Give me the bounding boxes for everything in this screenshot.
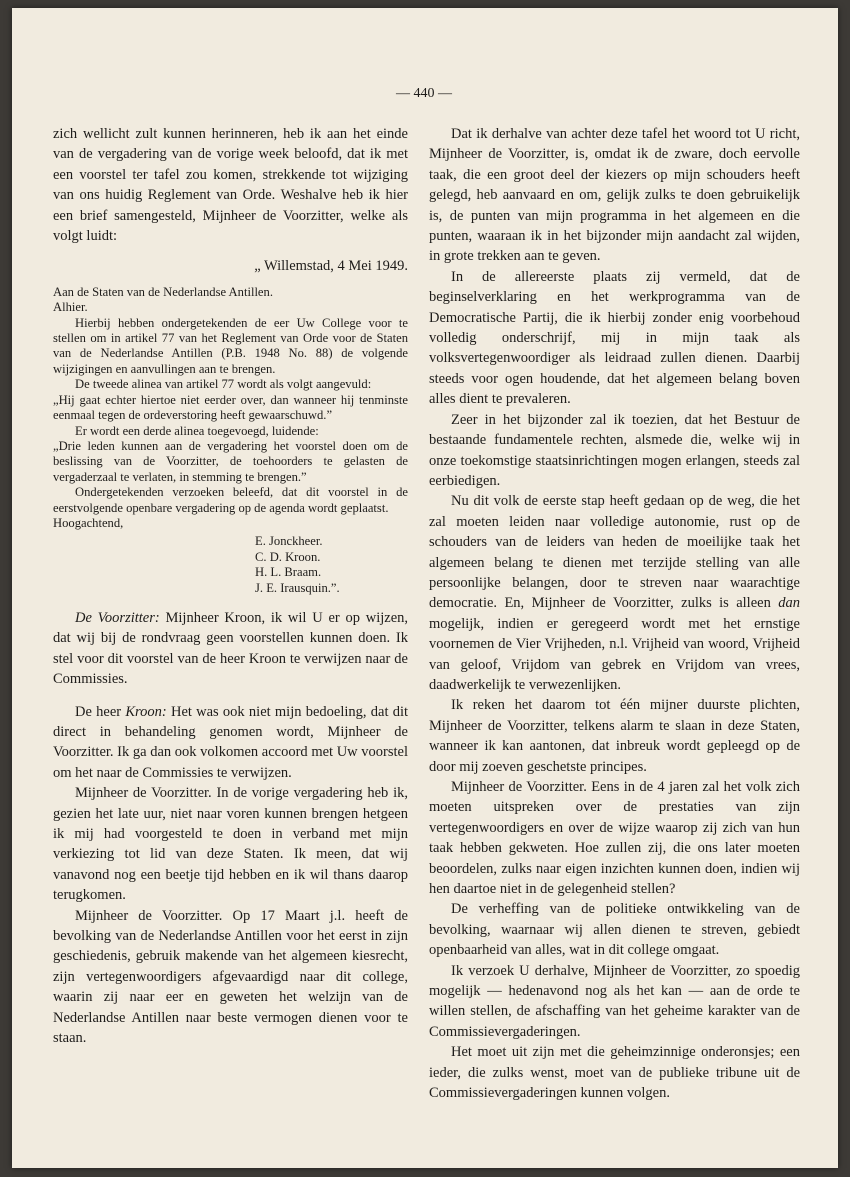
letter-paragraph: De tweede alinea van artikel 77 wordt als volgt aangevuld: <box>75 377 372 392</box>
paragraph: Zeer in het bijzonder zal ik toezien, dat het Bestuur de bestaande fundamentele rechten, alsmede die, welke wij in onze toekomstige staatsinrichtingen mogen erlangen, steeds zal eerbiedigen. <box>429 411 800 489</box>
signatories <box>255 534 408 596</box>
speech-text: Mijnheer Kroon, ik wil U er op wijzen, dat wij bij de rondvraag geen voorstellen kunnen doen. Ik stel voor dit voorstel van de heer Kroon te verwijzen naar de Commissies. <box>53 609 409 688</box>
paragraph: Het moet uit zijn met die geheimzinnige onderonsjes; een ieder, die zulks wenst, moet van de publieke tribune uit de Commissievergaderingen kunnen volgen. <box>429 1044 800 1102</box>
speaker-label: De Voorzitter: <box>75 609 160 626</box>
paragraph: De verheffing van de politieke ontwikkeling van de bevolking, waarnaar wij allen dienen te streven, gebiedt openbaarheid van alles, wat in dit college omgaat. <box>429 901 800 959</box>
paragraph: Dat ik derhalve van achter deze tafel het woord tot U richt, Mijnheer de Voorzitter, is, omdat ik de zware, doch eervolle taak, die een groot deel der kiezers op mijn schouders heeft gelegd, heb aanvaard en om, gelijk zulks te doen gebruikelijk is, de punten van mijn programma in het algemeen en die punten, waaraan ik in het bijzonder mijn aandacht zal wijden, in grote trekken aan te geven. <box>429 126 800 265</box>
paragraph-text: Nu dit volk de eerste stap heeft gedaan op de weg, die het zal moeten leiden naar volledige autonomie, rust op de schouders van de leiders van heden de moeilijke taak het algemeen belang te dienen met terzijde stelling van alle persoonlijke belangen, door te streven naar waarachtige democratie. En, Mijnheer de Voorzitter, zulks is alleen <box>429 493 800 612</box>
letter-paragraph: Hierbij hebben ondergetekenden de eer Uw College voor te stellen om in artikel 77 van het Reglement van Orde voor de Staten van de Nederlandse Antillen (P.B. 1948 No. 88) de volgende wijzigingen en aanvullingen aan te brengen. <box>53 315 408 376</box>
paragraph-text: mogelijk, indien er geregeerd wordt met het ernstige voornemen de Vier Vrijheden, n.l. Vrijheid van woord, Vrijheid van geloof, Vrijdom van gebrek en Vrijdom van vrees, daadwerkelijk te verwezenlijken. <box>429 615 800 693</box>
paragraph: Mijnheer de Voorzitter. Eens in de 4 jaren zal het volk zich moeten uitspreken over de prestaties van zijn vertegenwoordigers en over de wijze waarop zij zich van hun taak hebben gekweten. Hoe zullen zij, die ons later moeten beoordelen, zulks naar eigen inzichten kunnen doen, indien wij hen daartoe niet in de gelegenheid stellen? <box>429 779 800 898</box>
letter-quote: „Drie leden kunnen aan de vergadering het voorstel doen om de beslissing van de Voorzitter, de toehoorders te gelasten de vergaderzaal te verlaten, in stemming te brengen.” <box>53 438 408 484</box>
paragraph: zich wellicht zult kunnen herinneren, heb ik aan het einde van de vergadering van de vorige week beloofd, dat ik met een voorstel ter tafel zou komen, strekkende tot wijziging van ons huidig Reglement van Orde. Weshalve heb ik hier een brief samengesteld, Mijnheer de Voorzitter, welke als volgt luidt: <box>53 126 408 245</box>
paragraph <box>429 491 800 695</box>
page-number: — 440 — <box>396 86 452 101</box>
speaker-paragraph-kroon <box>53 702 408 784</box>
quoted-letter <box>53 285 408 596</box>
letter-paragraph: Er wordt een derde alinea toegevoegd, luidende: <box>75 423 319 438</box>
right-column <box>429 124 800 1104</box>
paragraph: Mijnheer de Voorzitter. In de vorige vergadering heb ik, gezien het late uur, niet naar voren kunnen brengen hetgeen ik mij had voorgesteld te doen in verband met mijn verkiezing tot lid van deze Staten. Ik meen, dat wij vanavond nog een beetje tijd hebben en ik wil thans daarop terugkomen. <box>53 785 408 904</box>
letter-location: Alhier. <box>53 300 88 315</box>
letter-addressee: Aan de Staten van de Nederlandse Antillen. <box>53 284 273 299</box>
emphasis: dan <box>778 595 800 612</box>
paragraph: In de allereerste plaats zij vermeld, dat de beginselverklaring en het werkprogramma van de Democratische Partij, die ik hierbij zonder enig voorbehoud volledig onderschrijf, mij in mijn taak als volksvertegenwoordiger als leidraad zullen dienen. Daarbij steeds voor ogen houdende, dat het algemeen belang boven alles dient te prevaleren. <box>429 268 800 408</box>
paragraph: Mijnheer de Voorzitter. Op 17 Maart j.l. heeft de bevolking van de Nederlandse Antillen voor het eerst in zijn geschiedenis, gebruik makende van het algemeen kiesrecht, zijn vertegenwoordigers afgevaardigd naar dit college, waarin zij naar eer en geweten het welzijn van de Nederlandse Antillen naar beste vermogen dienen voor te staan. <box>53 907 408 1047</box>
signatory: C. D. Kroon. <box>255 549 321 564</box>
signatory: J. E. Irausquin.”. <box>255 580 340 595</box>
speaker-label: Kroon: <box>125 703 167 720</box>
speech-text: Het was ook niet mijn bedoeling, dat dit direct in behandeling genomen wordt, Mijnheer de Voorzitter. Ik ga dan ook volkomen accoord met Uw voorstel om het naar de Commissies te verwijzen. <box>53 703 409 781</box>
letter-paragraph: Ondergetekenden verzoeken beleefd, dat dit voorstel in de eerstvolgende openbare vergadering op de agenda wordt geplaatst. <box>53 485 408 515</box>
signatory: H. L. Braam. <box>255 565 322 580</box>
left-column <box>53 124 408 1049</box>
paragraph: Ik reken het daarom tot één mijner duurste plichten, Mijnheer de Voorzitter, telkens alarm te slaan in deze Staten, wanneer ik kan aantonen, dat inbreuk wordt gepleegd op de door mij zoeven geschetste principes. <box>429 697 800 775</box>
speaker-prefix: De heer <box>75 703 122 720</box>
letter-closing: Hoogachtend, <box>53 515 124 530</box>
document-page <box>12 8 838 1168</box>
paragraph: Ik verzoek U derhalve, Mijnheer de Voorzitter, zo spoedig mogelijk — hedenavond nog als het kan — aan de orde te willen stellen, de afschaffing van het geheime karakter van de Commissievergaderingen. <box>429 962 800 1040</box>
speaker-paragraph-voorzitter <box>53 608 408 690</box>
letter-date: „ Willemstad, 4 Mei 1949. <box>254 258 408 275</box>
signatory: E. Jonckheer. <box>255 534 323 549</box>
letter-quote: „Hij gaat echter hiertoe niet eerder over, dan wanneer hij tenminste eenmaal tegen de ordeverstoring heeft gewaarschuwd.” <box>53 392 408 423</box>
